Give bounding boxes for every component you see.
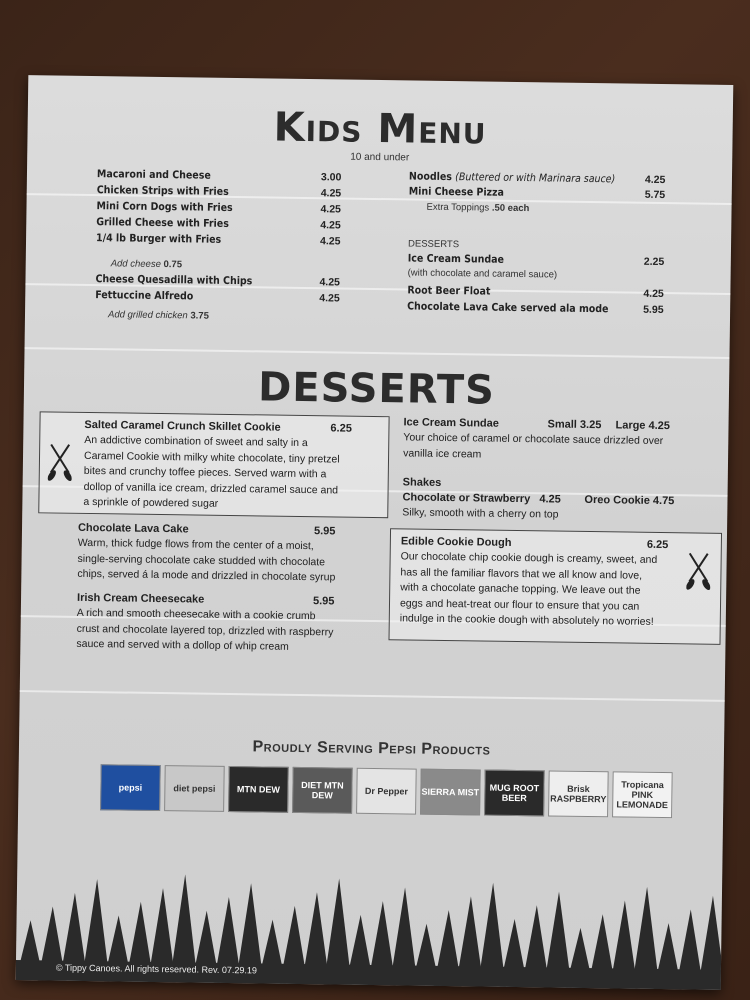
skillet-cookie-name: Salted Caramel Crunch Skillet Cookie — [84, 418, 281, 434]
kids-item-price: 4.25 — [320, 203, 342, 216]
shakes-chocolate: Chocolate or Strawberry 4.25 — [402, 491, 561, 506]
kids-item: Macaroni and Cheese — [96, 168, 211, 182]
lava-cake-name: Chocolate Lava Cake — [77, 521, 189, 536]
shakes-name: Shakes — [402, 476, 442, 489]
root-beer-float-price: 4.25 — [643, 287, 664, 301]
kids-item-price: 4.25 — [319, 235, 341, 248]
crossed-paddles-icon — [48, 442, 73, 482]
cookie-dough-price: 6.25 — [646, 538, 669, 552]
kids-item: Mini Corn Dogs with Fries — [96, 200, 233, 214]
kids-item: Grilled Cheese with Fries — [96, 216, 229, 230]
sundae-name: Ice Cream Sundae — [403, 416, 499, 430]
mini-pizza-price: 5.75 — [644, 188, 666, 202]
kids-item: Chicken Strips with Fries — [96, 184, 229, 198]
pepsi-logos — [100, 764, 673, 818]
extra-toppings-note: Extra Toppings .50 each — [426, 201, 530, 215]
kids-item-price: 4.25 — [320, 187, 342, 200]
lava-cake-price: 5.95 — [313, 525, 336, 538]
shakes-desc: Silky, smooth with a cherry on top — [402, 506, 559, 521]
menu-page — [16, 75, 734, 990]
sundae-small: Small 3.25 — [547, 418, 602, 432]
brand-logo: MUG ROOT BEER — [484, 770, 545, 817]
kids-item: 1/4 lb Burger with Fries — [95, 232, 222, 246]
noodles-price: 4.25 — [644, 173, 666, 187]
desserts-title: DESSERTS — [257, 364, 496, 414]
brand-logo: SIERRA MIST — [420, 769, 481, 816]
kids-menu-subtitle: 10 and under — [350, 151, 410, 164]
brand-logo: diet pepsi — [164, 765, 225, 812]
brand-logo: Dr Pepper — [356, 768, 417, 815]
kids-sundae-note: (with chocolate and caramel sauce) — [407, 267, 558, 281]
kids-item: Fettuccine Alfredo — [95, 289, 194, 303]
skillet-cookie-box — [38, 411, 389, 518]
cookie-dough-box — [388, 528, 722, 645]
copyright-footer: © Tippy Canoes. All rights reserved. Rev. 07.29.19 — [55, 962, 258, 976]
irish-cream-name: Irish Cream Cheesecake — [76, 591, 205, 606]
kids-menu-title: Kids Menu — [273, 104, 487, 154]
add-cheese-note: Add cheese 0.75 — [110, 258, 183, 271]
kids-item-price: 4.25 — [319, 276, 341, 289]
cookie-dough-name: Edible Cookie Dough — [400, 535, 512, 549]
kids-lava-item: Chocolate Lava Cake served ala mode — [407, 300, 609, 316]
mini-pizza-item: Mini Cheese Pizza — [408, 185, 505, 199]
shakes-oreo: Oreo Cookie 4.75 — [584, 493, 675, 508]
kids-item-price: 3.00 — [320, 171, 342, 184]
kids-sundae-price: 2.25 — [643, 255, 665, 269]
noodles-item: Noodles (Buttered or with Marinara sauce) — [408, 170, 616, 186]
crossed-paddles-icon — [686, 551, 711, 591]
kids-desserts-heading: DESSERTS — [407, 238, 460, 251]
kids-item-price: 4.25 — [319, 292, 340, 305]
skillet-cookie-price: 6.25 — [330, 422, 352, 435]
kids-sundae-item: Ice Cream Sundae — [407, 252, 505, 266]
root-beer-float-item: Root Beer Float — [407, 284, 491, 298]
brand-logo: Brisk RASPBERRY — [548, 770, 609, 817]
cookie-dough-desc: Our chocolate chip cookie dough is creamy, sweet, and has all the familiar flavors that we all know and love, with a chocolate ganache topping. We leave out the eggs and heat-treat our flour to ensure that you can indulge in the cookie dough with absolutely no worries! — [399, 550, 658, 628]
brand-logo: Tropicana PINK LEMONADE — [612, 771, 673, 818]
brand-logo: DIET MTN DEW — [292, 767, 353, 814]
brand-logo: pepsi — [100, 764, 161, 811]
kids-lava-price: 5.95 — [643, 303, 664, 317]
irish-cream-price: 5.95 — [312, 595, 335, 608]
add-chicken-note: Add grilled chicken 3.75 — [107, 309, 209, 322]
skillet-cookie-desc: An addictive combination of sweet and salty in a Caramel Cookie with milky white chocolate, tiny pretzel bites and crunchy toffee pieces. Served warm with a dollop of vanilla ice cream, drizzled caramel sauce and a sprinkle of powdered sugar — [83, 433, 340, 510]
sundae-large: Large 4.25 — [615, 419, 671, 433]
brand-logo: MTN DEW — [228, 766, 289, 813]
lava-cake-desc: Warm, thick fudge flows from the center of a moist, single-serving chocolate cake studded with chocolate chips, served á la mode and drizzled in chocolate syrup — [77, 536, 336, 584]
sundae-desc: Your choice of caramel or chocolate sauce drizzled over vanilla ice cream — [403, 431, 664, 460]
irish-cream-desc: A rich and smooth cheesecake with a cookie crumb crust and chocolate layered top, drizzled with raspberry sauce and served with a dollop of whip cream — [76, 606, 334, 653]
kids-item: Cheese Quesadilla with Chips — [95, 273, 253, 288]
pepsi-heading: Proudly Serving Pepsi Products — [252, 738, 491, 759]
kids-item-price: 4.25 — [320, 219, 341, 232]
